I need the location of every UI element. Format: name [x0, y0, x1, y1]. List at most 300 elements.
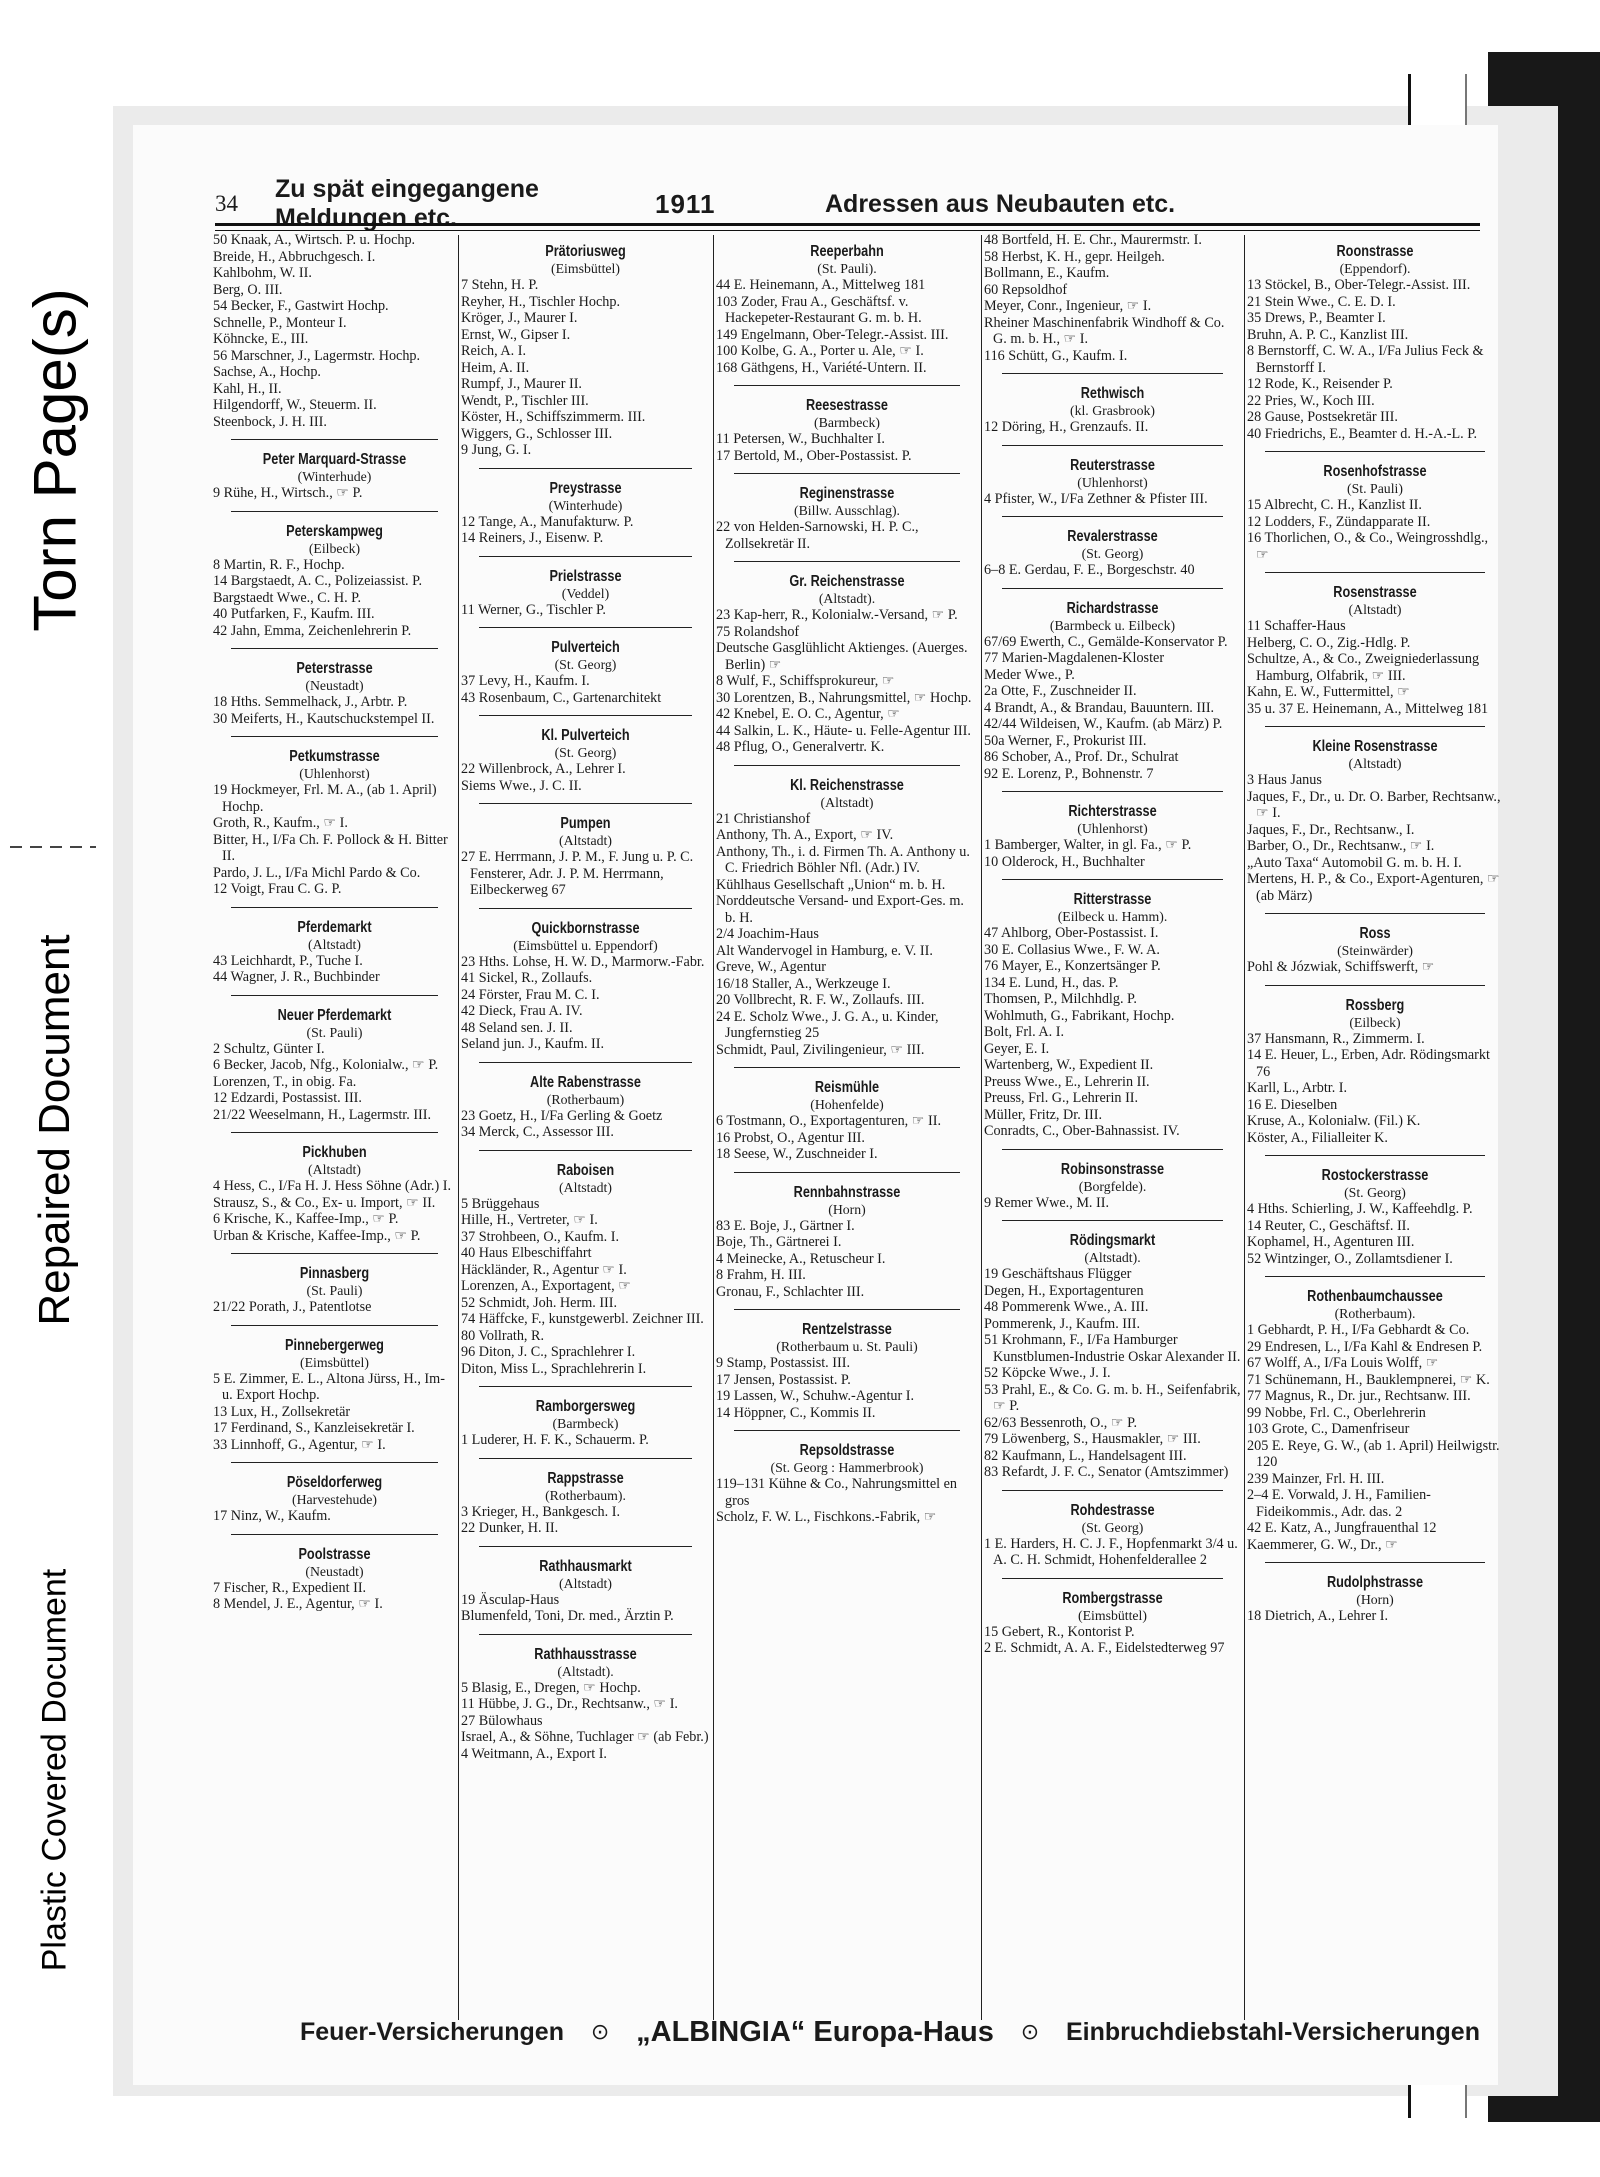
district-name: (Altstadt).	[1084, 1250, 1141, 1265]
district-name: (Barmbeck)	[814, 415, 880, 430]
address-entry: 2–4 E. Vorwald, J. H., Familien-Fideikommis., Adr. das. 2	[1247, 1487, 1431, 1520]
section-rule	[231, 1462, 438, 1463]
address-entry: Reich, A. I.	[461, 343, 527, 359]
district-name: (kl. Grasbrook)	[1069, 403, 1156, 418]
section-rule	[479, 1062, 692, 1063]
address-entry: 50a Werner, F., Prokurist III.	[984, 732, 1147, 749]
section-rule	[231, 511, 438, 512]
address-entry: Lorenzen, T., in obig. Fa.	[213, 1073, 357, 1090]
district-name: (Barmbeck)	[552, 1416, 619, 1431]
address-entry: Schnelle, P., Monteur I.	[213, 314, 347, 331]
address-entry: 103 Zoder, Frau A., Geschäftsf. v. Hackepeter-Restaurant G. m. b. H.	[716, 293, 922, 326]
address-entry: Schmidt, Paul, Zivilingenieur, ☞ III.	[716, 1041, 925, 1058]
street-name: Pferdemarkt	[297, 918, 372, 936]
address-entry: 5 Brüggehaus	[461, 1195, 540, 1212]
address-entry: 56 Marschner, J., Lagermstr. Hochp.	[213, 347, 421, 364]
section-rule	[479, 556, 692, 557]
address-entry: Reyher, H., Tischler Hochp.	[461, 293, 621, 310]
street-name: Peter Marquard-Strasse	[262, 451, 407, 468]
address-entry: 58 Herbst, K. H., gepr. Heilgeh.	[984, 248, 1165, 265]
district-name: (Altstadt)	[308, 936, 361, 952]
street-name: Pöseldorferweg	[286, 1474, 383, 1491]
address-entry: Preuss Wwe., E., Lehrerin II.	[984, 1073, 1150, 1090]
footer-left-text: Feuer-Versicherungen	[300, 2017, 564, 2046]
address-entry: Scholz, F. W. L., Fischkons.-Fabrik, ☞	[716, 1509, 937, 1525]
address-entry: 14 Höppner, C., Kommis II.	[716, 1404, 876, 1421]
address-entry: 4 Pfister, W., I/Fa Zethner & Pfister III.	[984, 490, 1208, 507]
section-rule	[231, 439, 438, 440]
column-3	[716, 232, 978, 2022]
street-name: Rosenhofstrasse	[1323, 463, 1427, 480]
section-rule	[734, 1172, 960, 1173]
section-rule	[479, 627, 692, 628]
address-entry: 41 Sickel, R., Zollaufs.	[461, 970, 593, 986]
section-rule	[231, 995, 438, 996]
address-entry: 6 Krische, K., Kaffee-Imp., ☞ P.	[213, 1211, 399, 1227]
street-block	[716, 1078, 978, 1173]
street-block	[213, 232, 456, 440]
address-entry: 40 Putfarken, F., Kaufm. III.	[213, 606, 375, 622]
address-entry: Ernst, W., Gipser I.	[461, 326, 571, 343]
district-name: (Barmbeck u. Eilbeck)	[1049, 617, 1176, 633]
section-rule	[1265, 451, 1485, 452]
column-divider	[1244, 235, 1245, 2020]
column-divider	[981, 235, 982, 2020]
address-entry: 20 Vollbrecht, R. F. W., Zollaufs. III.	[716, 992, 925, 1008]
street-name: Neuer Pferdemarkt	[277, 1006, 392, 1024]
address-entry: 22 Dunker, H. II.	[461, 1520, 559, 1536]
district-name: (Eimsbüttel)	[300, 1354, 369, 1370]
street-block	[1247, 242, 1503, 452]
address-entry: 4 Hess, C., I/Fa H. J. Hess Söhne (Adr.) I.	[213, 1178, 452, 1194]
district-name: (Hohenfelde)	[810, 1097, 884, 1112]
street-block	[213, 1336, 456, 1464]
address-entry: 100 Kolbe, G. A., Porter u. Ale, ☞ I.	[716, 343, 924, 359]
address-entry: Wiggers, G., Schlosser III.	[461, 425, 613, 442]
street-block	[1247, 462, 1503, 573]
district-name: (Neustadt)	[305, 678, 364, 693]
address-entry: 8 Bernstorff, C. W. A., I/Fa Julius Feck & Bernstorff I.	[1247, 343, 1484, 376]
street-name: Rothenbaumchaussee	[1307, 1288, 1443, 1305]
address-entry: 23 Goetz, H., I/Fa Gerling & Goetz	[461, 1107, 663, 1124]
address-entry: Wendt, P., Tischler III.	[461, 392, 589, 409]
section-rule	[231, 736, 438, 737]
section-rule	[479, 803, 692, 804]
address-entry: 11 Schaffer-Haus	[1247, 618, 1346, 634]
street-name: Prielstrasse	[549, 567, 622, 585]
section-rule	[1265, 1562, 1485, 1563]
address-entry: 48 Seland sen. J. II.	[461, 1019, 573, 1036]
district-name: (Uhlenhorst)	[299, 766, 370, 781]
street-name: Petkumstrasse	[289, 748, 380, 765]
street-block	[213, 1006, 456, 1134]
address-entry: 17 Ferdinand, S., Kanzleisekretär I.	[213, 1420, 415, 1436]
address-entry: 12 Döring, H., Grenzaufs. II.	[984, 419, 1149, 435]
section-rule	[1265, 1276, 1485, 1277]
address-entry: 21/22 Weeselmann, H., Lagermstr. III.	[213, 1106, 432, 1123]
address-entry: 6 Becker, Jacob, Nfg., Kolonialw., ☞ P.	[213, 1057, 439, 1073]
column-4	[984, 232, 1241, 2022]
street-name: Rohdestrasse	[1070, 1501, 1155, 1519]
address-entry: Kahlbohm, W. II.	[213, 265, 312, 281]
address-entry: 205 E. Reye, G. W., (ab 1. April) Heilwigstr. 120	[1247, 1437, 1500, 1470]
header-right-title: Adressen aus Neubauten etc.	[825, 189, 1176, 218]
address-entry: Barber, O., Dr., Rechtsanw., ☞ I.	[1247, 838, 1435, 854]
address-entry: 30 Lorentzen, B., Nahrungsmittel, ☞ Hochp.	[716, 689, 972, 706]
plastic-covered-label: Plastic Covered Document	[35, 1568, 74, 1972]
address-entry: 19 Äsculap-Haus	[461, 1591, 560, 1608]
address-entry: 1 Luderer, H. F. K., Schauerm. P.	[461, 1432, 649, 1448]
district-name: (St. Georg)	[1344, 1185, 1406, 1200]
address-entry: Bolt, Frl. A. I.	[984, 1024, 1065, 1040]
street-name: Rostockerstrasse	[1321, 1167, 1429, 1184]
street-block	[984, 384, 1241, 446]
street-block	[461, 814, 710, 909]
address-entry: 16 Thorlichen, O., & Co., Weingrosshdlg., ☞	[1247, 530, 1489, 563]
address-entry: 42 E. Katz, A., Jungfrauenthal 12	[1247, 1520, 1437, 1536]
address-entry: Siems Wwe., J. C. II.	[461, 777, 582, 794]
street-block	[716, 1183, 978, 1311]
section-rule	[734, 385, 960, 386]
header-year: 1911	[655, 188, 716, 219]
street-block	[984, 1589, 1241, 1657]
street-block	[716, 396, 978, 474]
address-entry: 12 Voigt, Frau C. G. P.	[213, 881, 342, 897]
street-name: Peterstrasse	[296, 660, 373, 677]
street-name: Reeperbahn	[810, 243, 884, 260]
street-name: Rethwisch	[1080, 385, 1145, 402]
address-entry: 18 Hths. Semmelhack, J., Arbtr. P.	[213, 694, 408, 710]
address-entry: 4 Weitmann, A., Export I.	[461, 1745, 607, 1762]
section-rule	[734, 1430, 960, 1431]
address-entry: Kaemmerer, G. W., Dr., ☞	[1247, 1536, 1398, 1553]
address-entry: Steenbock, J. H. III.	[213, 413, 327, 430]
address-entry: Köster, A., Filialleiter K.	[1247, 1129, 1388, 1146]
street-name: Pickhuben	[302, 1144, 367, 1161]
street-name: Rossberg	[1345, 996, 1405, 1014]
address-entry: Müller, Fritz, Dr. III.	[984, 1106, 1103, 1123]
address-entry: „Auto Taxa“ Automobil G. m. b. H. I.	[1247, 854, 1462, 871]
address-entry: 51 Krohmann, F., I/Fa Hamburger Kunstblumen-Industrie Oskar Alexander II.	[984, 1332, 1241, 1365]
address-entry: 22 von Helden-Sarnowski, H. P. C., Zollsekretär II.	[716, 519, 919, 552]
address-entry: Groth, R., Kaufm., ☞ I.	[213, 815, 348, 831]
district-name: (Rotherbaum).	[1334, 1306, 1416, 1321]
address-entry: Preuss, Frl. G., Lehrerin II.	[984, 1090, 1139, 1106]
address-entry: Conradts, C., Ober-Bahnassist. IV.	[984, 1123, 1180, 1139]
address-entry: 16 Probst, O., Agentur III.	[716, 1129, 865, 1146]
address-entry: 14 E. Heuer, L., Erben, Adr. Rödingsmarkt 76	[1247, 1047, 1490, 1080]
address-entry: Anthony, Th. A., Export, ☞ IV.	[716, 827, 894, 843]
street-block	[461, 242, 710, 469]
address-entry: 96 Diton, J. C., Sprachlehrer I.	[461, 1344, 636, 1360]
address-entry: 80 Vollrath, R.	[461, 1327, 545, 1344]
address-entry: Kahl, H., II.	[213, 380, 282, 397]
section-rule	[1002, 373, 1223, 374]
street-name: Rentzelstrasse	[802, 1321, 892, 1338]
street-block	[984, 599, 1241, 793]
footer-separator: ⊙	[590, 2019, 610, 2044]
address-entry: Mertens, H. P., & Co., Export-Agenturen, ☞ (ab März)	[1247, 871, 1500, 904]
street-block	[716, 1441, 978, 1526]
address-entry: 14 Reuter, C., Geschäftsf. II.	[1247, 1217, 1410, 1234]
street-name: Prätoriusweg	[545, 243, 626, 260]
address-entry: 28 Gause, Postsekretär III.	[1247, 409, 1398, 425]
street-name: Peterskampweg	[286, 522, 383, 540]
street-block	[716, 776, 978, 1069]
address-entry: 7 Stehn, H. P.	[461, 277, 539, 293]
street-block	[1247, 1573, 1503, 1625]
street-name: Gr. Reichenstrasse	[789, 573, 905, 590]
address-entry: 12 Edzardi, Postassist. III.	[213, 1090, 362, 1106]
district-name: (Eppendorf).	[1339, 261, 1411, 276]
street-block	[984, 1501, 1241, 1579]
address-entry: 14 Bargstaedt, A. C., Polizeiassist. P.	[213, 573, 423, 589]
address-entry: Greve, W., Agentur	[716, 959, 826, 975]
footer-right-text: Einbruchdiebstahl-Versicherungen	[1065, 2017, 1480, 2046]
street-name: Richardstrasse	[1066, 599, 1159, 617]
street-name: Robinsonstrasse	[1060, 1160, 1165, 1178]
column-divider	[458, 235, 459, 2020]
district-name: (Winterhude)	[297, 469, 372, 484]
address-entry: 77 Magnus, R., Dr. jur., Rechtsanw. III.	[1247, 1388, 1471, 1404]
street-block	[984, 232, 1241, 374]
address-entry: 17 Bertold, M., Ober-Postassist. P.	[716, 447, 912, 464]
street-block	[461, 1645, 710, 1763]
street-name: Pinnasberg	[299, 1265, 370, 1282]
address-entry: 60 Repsoldhof	[984, 281, 1068, 298]
district-name: (St. Georg)	[554, 745, 617, 760]
address-entry: 11 Werner, G., Tischler P.	[461, 601, 606, 618]
street-name: Reuterstrasse	[1070, 456, 1155, 474]
district-name: (Altstadt).	[557, 1663, 614, 1679]
address-entry: 67/69 Ewerth, C., Gemälde-Konservator P.	[984, 633, 1228, 650]
address-entry: Pommerenk, J., Kaufm. III.	[984, 1315, 1141, 1332]
address-entry: Gronau, F., Schlachter III.	[716, 1283, 865, 1300]
street-block	[461, 1397, 710, 1459]
address-entry: 12 Lodders, F., Zündapparate II.	[1247, 513, 1431, 530]
address-entry: Bargstaedt Wwe., C. H. P.	[213, 589, 362, 606]
address-entry: 11 Hübbe, J. G., Dr., Rechtsanw., ☞ I.	[461, 1696, 678, 1712]
address-entry: 42 Knebel, E. O. C., Agentur, ☞	[716, 706, 900, 722]
repaired-document-label: Repaired Document	[30, 934, 79, 1326]
address-entry: Blumenfeld, Toni, Dr. med., Ärztin P.	[461, 1608, 674, 1624]
street-block	[1247, 737, 1503, 914]
address-entry: 48 Bortfeld, H. E. Chr., Maurermstr. I.	[984, 232, 1202, 248]
address-entry: 10 Olderock, H., Buchhalter	[984, 853, 1145, 870]
address-entry: 29 Endresen, L., I/Fa Kahl & Endresen P.	[1247, 1338, 1483, 1355]
section-rule	[1002, 588, 1223, 589]
street-name: Kl. Reichenstrasse	[790, 776, 904, 794]
address-entry: Geyer, E. I.	[984, 1040, 1050, 1057]
section-rule	[231, 648, 438, 649]
address-entry: 40 Haus Elbeschiffahrt	[461, 1245, 592, 1261]
district-name: (Winterhude)	[548, 497, 623, 513]
address-entry: 30 E. Collasius Wwe., F. W. A.	[984, 941, 1160, 958]
address-entry: 92 E. Lorenz, P., Bohnenstr. 7	[984, 765, 1154, 782]
address-entry: 42 Jahn, Emma, Zeichenlehrerin P.	[213, 622, 412, 639]
street-block	[716, 572, 978, 766]
section-rule	[1002, 791, 1223, 792]
street-name: Poolstrasse	[298, 1545, 371, 1563]
street-name: Kleine Rosenstrasse	[1312, 738, 1438, 755]
address-entry: Norddeutsche Versand- und Export-Ges. m. b. H.	[716, 893, 964, 926]
district-name: (Eimsbüttel)	[551, 261, 620, 276]
district-name: (Altstadt)	[308, 1162, 361, 1177]
district-name: (Borgfelde).	[1078, 1178, 1147, 1194]
address-entry: 2/4 Joachim-Haus	[716, 926, 819, 942]
street-name: Reesestrasse	[806, 397, 888, 414]
section-rule	[479, 1546, 692, 1547]
section-rule	[231, 1253, 438, 1254]
address-entry: 1 Gebhardt, P. H., I/Fa Gebhardt & Co.	[1247, 1322, 1470, 1338]
address-entry: 74 Häffcke, F., kunstgewerbl. Zeichner III.	[461, 1311, 704, 1327]
address-entry: 1 E. Harders, H. C. J. F., Hopfenmarkt 3/4 u. A. C. H. Schmidt, Hohenfelderallee 2	[984, 1535, 1238, 1568]
street-block	[1247, 583, 1503, 727]
street-block	[461, 1073, 710, 1151]
address-entry: 71 Schünemann, H., Bauklempnerei, ☞ K.	[1247, 1371, 1490, 1388]
street-name: Preystrasse	[549, 479, 622, 497]
address-entry: 13 Lux, H., Zollsekretär	[213, 1403, 351, 1420]
address-entry: 9 Jung, G. I.	[461, 442, 532, 458]
address-entry: 103 Grote, C., Damenfriseur	[1247, 1421, 1410, 1437]
address-entry: Berg, O. III.	[213, 281, 283, 298]
section-rule	[479, 1386, 692, 1387]
address-entry: Israel, A., & Söhne, Tuchlager ☞ (ab Febr.)	[461, 1729, 709, 1745]
dashed-marker	[10, 846, 96, 848]
address-entry: 79 Löwenberg, S., Hausmakler, ☞ III.	[984, 1431, 1201, 1447]
address-entry: Pardo, J. L., I/Fa Michl Pardo & Co.	[213, 864, 421, 881]
street-block	[461, 1557, 710, 1635]
address-entry: Thomsen, P., Milchhdlg. P.	[984, 991, 1137, 1007]
address-entry: 44 E. Heinemann, A., Mittelweg 181	[716, 277, 926, 293]
address-entry: 48 Pommerenk Wwe., A. III.	[984, 1299, 1149, 1315]
address-entry: 37 Hansmann, R., Zimmerm. I.	[1247, 1030, 1425, 1047]
street-name: Raboisen	[556, 1161, 615, 1179]
address-entry: 18 Dietrich, A., Lehrer I.	[1247, 1608, 1389, 1624]
address-entry: 83 E. Boje, J., Gärtner I.	[716, 1217, 855, 1234]
address-entry: Strausz, S., & Co., Ex- u. Import, ☞ II.	[213, 1194, 436, 1211]
district-name: (Uhlenhorst)	[1077, 821, 1148, 836]
district-name: (St. Pauli)	[306, 1283, 363, 1298]
address-entry: 6 Tostmann, O., Exportagenturen, ☞ II.	[716, 1113, 942, 1129]
address-entry: 8 Mendel, J. E., Agentur, ☞ I.	[213, 1596, 383, 1612]
address-entry: Jaques, F., Dr., u. Dr. O. Barber, Rechtsanw., ☞ I.	[1247, 788, 1501, 821]
address-entry: 83 Refardt, J. F. C., Senator (Amtszimmer)	[984, 1464, 1229, 1480]
street-block	[213, 522, 456, 650]
street-name: Rathhausstrasse	[534, 1645, 637, 1663]
address-entry: 35 u. 37 E. Heinemann, A., Mittelweg 181	[1247, 700, 1489, 717]
street-name: Pumpen	[560, 815, 611, 832]
address-entry: 21/22 Porath, J., Patentlotse	[213, 1299, 372, 1315]
address-entry: 76 Mayer, E., Konzertsänger P.	[984, 958, 1161, 974]
address-entry: 17 Jensen, Postassist. P.	[716, 1371, 851, 1388]
address-entry: 62/63 Bessenroth, O., ☞ P.	[984, 1414, 1138, 1431]
address-entry: 16 E. Dieselben	[1247, 1096, 1338, 1113]
street-block	[1247, 924, 1503, 986]
address-entry: Karll, L., Arbtr. I.	[1247, 1080, 1348, 1096]
address-entry: 43 Rosenbaum, C., Gartenarchitekt	[461, 689, 662, 706]
district-name: (Horn)	[828, 1201, 866, 1217]
address-entry: 3 Haus Janus	[1247, 772, 1322, 788]
section-rule	[1002, 1149, 1223, 1150]
street-block	[213, 659, 456, 737]
district-name: (Altstadt)	[559, 1179, 612, 1195]
address-entry: 42 Dieck, Frau A. IV.	[461, 1003, 583, 1019]
district-name: (Altstadt)	[1348, 756, 1402, 771]
address-entry: 12 Rode, K., Reisender P.	[1247, 376, 1393, 392]
district-name: (St. Georg : Hammerbrook)	[770, 1460, 924, 1475]
district-name: (Eilbeck)	[1349, 1014, 1401, 1030]
address-entry: 19 Lassen, W., Schuhw.-Agentur I.	[716, 1388, 915, 1404]
street-block	[984, 802, 1241, 880]
address-entry: 17 Ninz, W., Kaufm.	[213, 1508, 331, 1524]
footer-center-text: „ALBINGIA“ Europa-Haus	[636, 2015, 994, 2048]
address-entry: 239 Mainzer, Frl. H. III.	[1247, 1470, 1385, 1487]
address-entry: 99 Nobbe, Frl. C., Oberlehrerin	[1247, 1404, 1426, 1421]
district-name: (Altstadt)	[559, 1575, 612, 1591]
condition-labels	[0, 0, 110, 2177]
street-block	[213, 1264, 456, 1326]
address-entry: 2 E. Schmidt, A. A. F., Eidelstedterweg 97	[984, 1640, 1225, 1656]
street-block	[461, 1161, 710, 1388]
address-entry: 27 E. Herrmann, J. P. M., F. Jung u. P. C. Fensterer, Adr. J. P. M. Herrmann, Eilbeckerweg 67	[461, 849, 694, 898]
address-entry: Pohl & Józwiak, Schiffswerft, ☞	[1247, 959, 1435, 975]
section-rule	[1002, 445, 1223, 446]
address-entry: 11 Petersen, W., Buchhalter I.	[716, 431, 885, 447]
address-entry: 50 Knaak, A., Wirtsch. P. u. Hochp.	[213, 232, 416, 248]
address-entry: 134 E. Lund, H., das. P.	[984, 974, 1119, 991]
address-entry: 82 Kaufmann, L., Handelsagent III.	[984, 1447, 1187, 1464]
district-name: (Altstadt).	[818, 591, 876, 606]
address-entry: 48 Pflug, O., Generalvertr. K.	[716, 739, 885, 755]
address-entry: Meyer, Conr., Ingenieur, ☞ I.	[984, 298, 1152, 314]
address-entry: Anthony, Th., i. d. Firmen Th. A. Anthony u. C. Friedrich Böhler Nfl. (Adr.) IV.	[716, 843, 970, 876]
address-entry: Helberg, C. O., Zig.-Hdlg. P.	[1247, 634, 1411, 651]
address-entry: 44 Salkin, L. K., Häute- u. Felle-Agentur III.	[716, 722, 971, 739]
street-name: Rudolphstrasse	[1326, 1574, 1424, 1591]
street-block	[716, 484, 978, 562]
address-entry: 9 Rühe, H., Wirtsch., ☞ P.	[213, 485, 363, 501]
section-rule	[1265, 572, 1485, 573]
district-name: (Billw. Ausschlag).	[793, 503, 901, 518]
street-name: Quickbornstrasse	[531, 919, 640, 937]
address-entry: 16/18 Staller, A., Werkzeuge I.	[716, 975, 891, 992]
address-entry: Bollmann, E., Kaufm.	[984, 265, 1110, 281]
district-name: (St. Pauli)	[1347, 481, 1403, 496]
address-entry: Alt Wandervogel in Hamburg, e. V. II.	[716, 942, 933, 959]
street-name: Repsoldstrasse	[799, 1442, 895, 1459]
street-block	[461, 638, 710, 716]
street-name: Ross	[1359, 925, 1391, 942]
street-block	[461, 919, 710, 1063]
street-name: Kl. Pulverteich	[541, 727, 630, 744]
address-entry: Wohlmuth, G., Fabrikant, Hochp.	[984, 1007, 1175, 1024]
address-entry: Häckländer, R., Agentur ☞ I.	[461, 1261, 627, 1278]
address-entry: 6–8 E. Gerdau, F. E., Borgeschstr. 40	[984, 562, 1195, 578]
advertisement-footer	[300, 2012, 1480, 2052]
address-entry: 2 Schultz, Günter I.	[213, 1040, 325, 1057]
address-entry: Wartenberg, W., Expedient II.	[984, 1057, 1154, 1073]
address-entry: Urban & Krische, Kaffee-Imp., ☞ P.	[213, 1227, 421, 1244]
address-entry: 52 Köpcke Wwe., J. I.	[984, 1365, 1111, 1381]
street-block	[716, 242, 978, 386]
section-rule	[734, 561, 960, 562]
street-name: Reginenstrasse	[799, 485, 895, 502]
street-name: Rappstrasse	[547, 1469, 624, 1487]
address-entry: Kühlhaus Gesellschaft „Union“ m. b. H.	[716, 876, 946, 893]
address-entry: 21 Stein Wwe., C. E. D. I.	[1247, 293, 1396, 310]
address-entry: Hille, H., Vertreter, ☞ I.	[461, 1212, 598, 1228]
